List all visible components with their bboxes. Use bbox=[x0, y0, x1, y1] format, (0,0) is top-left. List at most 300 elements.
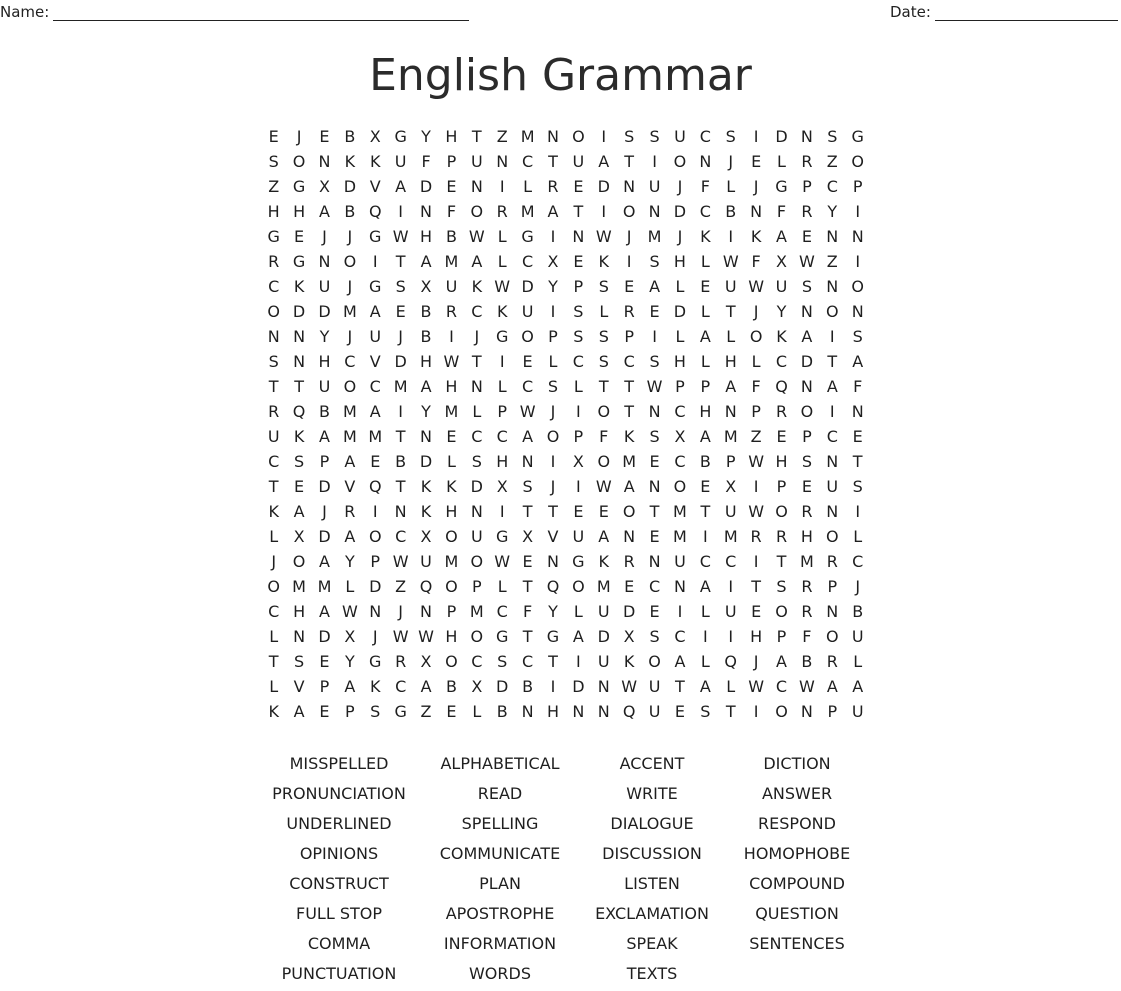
word-bank-item: LISTEN bbox=[624, 874, 680, 893]
grid-letter: T bbox=[471, 352, 482, 371]
grid-letter: N bbox=[623, 527, 636, 546]
grid-letter: W bbox=[595, 227, 612, 246]
grid-letter: R bbox=[623, 552, 635, 571]
grid-letter: E bbox=[446, 427, 457, 446]
grid-letter: H bbox=[546, 702, 559, 721]
grid-letter: C bbox=[344, 352, 356, 371]
grid-letter: N bbox=[826, 452, 839, 471]
grid-letter: G bbox=[369, 652, 382, 671]
grid-letter: I bbox=[449, 327, 454, 346]
name-blank-line bbox=[53, 4, 469, 21]
grid-letter: Q bbox=[368, 202, 382, 221]
grid-letter: N bbox=[394, 502, 407, 521]
grid-letter: W bbox=[418, 627, 434, 646]
grid-letter: I bbox=[855, 252, 861, 271]
grid-letter: M bbox=[393, 377, 408, 396]
grid-letter: C bbox=[471, 652, 483, 671]
grid-letter: A bbox=[369, 402, 381, 421]
word-bank-item: ACCENT bbox=[619, 754, 685, 773]
grid-letter: O bbox=[445, 577, 458, 596]
grid-letter: E bbox=[522, 352, 533, 371]
word-bank-item: APOSTROPHE bbox=[445, 904, 555, 923]
grid-letter: V bbox=[369, 352, 381, 371]
grid-letter: C bbox=[369, 377, 381, 396]
grid-letter: U bbox=[648, 177, 661, 196]
grid-letter: K bbox=[446, 477, 457, 496]
grid-letter: J bbox=[626, 227, 632, 246]
grid-letter: T bbox=[725, 702, 736, 721]
grid-letter: S bbox=[649, 427, 660, 446]
grid-letter: S bbox=[497, 652, 508, 671]
grid-letter: I bbox=[702, 527, 708, 546]
grid-letter: R bbox=[801, 202, 813, 221]
grid-letter: E bbox=[598, 502, 609, 521]
grid-letter: I bbox=[829, 327, 835, 346]
grid-letter: I bbox=[550, 227, 556, 246]
grid-letter: G bbox=[394, 127, 407, 146]
word-bank-item: PRONUNCIATION bbox=[272, 784, 406, 803]
grid-letter: I bbox=[829, 402, 835, 421]
grid-letter: Q bbox=[546, 577, 560, 596]
grid-letter: R bbox=[344, 502, 356, 521]
grid-letter: M bbox=[444, 252, 459, 271]
grid-letter: A bbox=[699, 327, 711, 346]
grid-letter: R bbox=[801, 502, 813, 521]
grid-letter: B bbox=[420, 327, 432, 346]
grid-letter: J bbox=[398, 602, 403, 621]
grid-letter: B bbox=[420, 302, 432, 321]
grid-letter: C bbox=[623, 352, 635, 371]
grid-letter: D bbox=[673, 202, 687, 221]
grid-letter: P bbox=[802, 427, 812, 446]
grid-letter: R bbox=[775, 402, 788, 421]
grid-letter: N bbox=[547, 552, 559, 571]
grid-letter: C bbox=[775, 677, 788, 696]
grid-letter: S bbox=[573, 302, 584, 321]
grid-letter: H bbox=[293, 602, 306, 621]
word-bank-item: RESPOND bbox=[758, 814, 836, 833]
grid-letter: P bbox=[471, 577, 482, 596]
grid-letter: X bbox=[420, 277, 432, 296]
grid-letter: C bbox=[674, 402, 686, 421]
grid-letter: N bbox=[851, 302, 864, 321]
word-bank-item: READ bbox=[477, 784, 523, 803]
word-bank-item: ANSWER bbox=[761, 784, 833, 803]
grid-letter: M bbox=[647, 227, 662, 246]
grid-letter: E bbox=[573, 252, 584, 271]
grid-letter: K bbox=[344, 152, 356, 171]
word-bank-item: CONSTRUCT bbox=[289, 874, 389, 893]
grid-letter: T bbox=[548, 152, 558, 171]
grid-letter: E bbox=[624, 577, 635, 596]
grid-letter: A bbox=[344, 527, 356, 546]
grid-letter: C bbox=[496, 427, 508, 446]
grid-letter: H bbox=[318, 352, 331, 371]
grid-letter: R bbox=[826, 552, 838, 571]
grid-letter: E bbox=[319, 127, 330, 146]
grid-letter: F bbox=[776, 202, 787, 221]
word-bank-item: HOMOPHOBE bbox=[743, 844, 851, 863]
grid-letter: I bbox=[601, 127, 607, 146]
grid-letter: K bbox=[293, 277, 305, 296]
grid-letter: N bbox=[648, 402, 661, 421]
grid-letter: X bbox=[725, 477, 737, 496]
grid-letter: O bbox=[546, 427, 560, 446]
grid-letter: U bbox=[826, 477, 839, 496]
grid-letter: O bbox=[267, 302, 280, 321]
grid-letter: O bbox=[775, 502, 788, 521]
grid-letter: O bbox=[673, 152, 687, 171]
grid-letter: N bbox=[648, 477, 661, 496]
grid-letter: B bbox=[801, 652, 813, 671]
grid-letter: Z bbox=[750, 427, 762, 446]
grid-letter: N bbox=[318, 252, 331, 271]
grid-letter: K bbox=[598, 252, 610, 271]
word-bank-item: SPELLING bbox=[461, 814, 539, 833]
grid-letter: R bbox=[775, 527, 788, 546]
grid-letter: O bbox=[825, 627, 839, 646]
grid-letter: A bbox=[852, 677, 864, 696]
word-bank-item: OPINIONS bbox=[299, 844, 379, 863]
grid-letter: H bbox=[673, 352, 686, 371]
grid-letter: Y bbox=[421, 402, 431, 421]
grid-letter: I bbox=[550, 677, 556, 696]
grid-letter: R bbox=[623, 302, 635, 321]
grid-letter: W bbox=[494, 552, 511, 571]
grid-letter: U bbox=[445, 277, 458, 296]
grid-letter: E bbox=[370, 452, 381, 471]
word-bank-item: PLAN bbox=[479, 874, 521, 893]
grid-letter: M bbox=[799, 552, 814, 571]
grid-letter: N bbox=[420, 602, 433, 621]
grid-letter: T bbox=[624, 152, 635, 171]
grid-letter: A bbox=[344, 677, 356, 696]
grid-letter: L bbox=[853, 527, 863, 546]
grid-letter: T bbox=[268, 652, 279, 671]
grid-letter: T bbox=[294, 377, 304, 396]
grid-letter: O bbox=[572, 577, 585, 596]
grid-letter: P bbox=[852, 177, 863, 196]
grid-letter: N bbox=[648, 202, 661, 221]
grid-letter: S bbox=[649, 127, 660, 146]
grid-letter: N bbox=[826, 277, 839, 296]
grid-letter: G bbox=[292, 177, 306, 196]
grid-letter: S bbox=[522, 477, 533, 496]
grid-letter: K bbox=[370, 152, 381, 171]
name-field bbox=[0, 3, 469, 21]
grid-letter: W bbox=[798, 252, 815, 271]
grid-letter: Q bbox=[622, 702, 636, 721]
grid-letter: B bbox=[852, 602, 864, 621]
grid-letter: W bbox=[722, 252, 739, 271]
grid-letter: C bbox=[395, 677, 407, 696]
header-fields bbox=[0, 3, 1121, 25]
word-bank-item: WRITE bbox=[626, 784, 678, 803]
grid-letter: J bbox=[677, 177, 683, 196]
grid-letter: P bbox=[700, 377, 711, 396]
grid-letter: J bbox=[728, 152, 734, 171]
grid-letter: U bbox=[267, 427, 280, 446]
grid-letter: L bbox=[548, 352, 558, 371]
grid-letter: C bbox=[648, 577, 661, 596]
grid-letter: J bbox=[753, 652, 759, 671]
grid-letter: Z bbox=[395, 577, 407, 596]
page-title: English Grammar bbox=[369, 50, 752, 101]
grid-letter: W bbox=[519, 402, 536, 421]
grid-letter: L bbox=[751, 352, 761, 371]
grid-letter: I bbox=[728, 627, 734, 646]
grid-letter: C bbox=[699, 202, 711, 221]
grid-letter: R bbox=[750, 527, 762, 546]
grid-letter: H bbox=[445, 627, 458, 646]
grid-letter: M bbox=[317, 577, 332, 596]
grid-letter: G bbox=[292, 252, 306, 271]
grid-letter: D bbox=[318, 477, 331, 496]
grid-letter: N bbox=[673, 577, 686, 596]
grid-letter: A bbox=[319, 602, 330, 621]
grid-letter: G bbox=[546, 627, 560, 646]
grid-letter: I bbox=[753, 477, 759, 496]
grid-letter: U bbox=[648, 677, 661, 696]
grid-letter: I bbox=[398, 202, 403, 221]
grid-letter: A bbox=[826, 677, 838, 696]
grid-letter: L bbox=[675, 277, 685, 296]
word-bank-item: UNDERLINED bbox=[286, 814, 392, 833]
grid-letter: L bbox=[497, 377, 507, 396]
grid-letter: J bbox=[398, 327, 403, 346]
grid-letter: I bbox=[601, 202, 607, 221]
grid-letter: N bbox=[800, 377, 813, 396]
grid-letter: L bbox=[446, 452, 456, 471]
grid-letter: F bbox=[523, 602, 533, 621]
grid-letter: H bbox=[293, 202, 306, 221]
grid-letter: N bbox=[420, 427, 433, 446]
grid-letter: O bbox=[673, 477, 687, 496]
grid-letter: I bbox=[855, 502, 861, 521]
grid-letter: O bbox=[851, 277, 864, 296]
grid-letter: Y bbox=[548, 602, 558, 621]
grid-letter: Y bbox=[421, 127, 431, 146]
grid-letter: U bbox=[420, 552, 432, 571]
word-bank-item: INFORMATION bbox=[443, 934, 557, 953]
grid-letter: S bbox=[395, 277, 406, 296]
grid-letter: R bbox=[801, 152, 813, 171]
grid-letter: D bbox=[800, 352, 814, 371]
grid-letter: B bbox=[496, 702, 508, 721]
grid-letter: X bbox=[471, 677, 483, 696]
grid-letter: K bbox=[370, 677, 381, 696]
grid-letter: A bbox=[319, 552, 330, 571]
grid-letter: U bbox=[674, 127, 686, 146]
grid-letter: T bbox=[268, 377, 279, 396]
grid-letter: E bbox=[649, 302, 660, 321]
grid-letter: O bbox=[292, 552, 306, 571]
grid-letter: E bbox=[573, 177, 584, 196]
grid-letter: Q bbox=[292, 402, 306, 421]
grid-letter: U bbox=[775, 277, 788, 296]
grid-letter: P bbox=[345, 702, 355, 721]
grid-letter: I bbox=[550, 302, 556, 321]
grid-letter: L bbox=[777, 152, 786, 171]
grid-letter: A bbox=[319, 427, 330, 446]
grid-letter: S bbox=[598, 277, 609, 296]
grid-letter: X bbox=[547, 252, 559, 271]
grid-letter: A bbox=[725, 377, 737, 396]
grid-letter: F bbox=[446, 202, 457, 221]
grid-letter: P bbox=[573, 277, 584, 296]
name-label: Name: bbox=[0, 3, 50, 21]
grid-letter: M bbox=[520, 202, 535, 221]
grid-letter: T bbox=[649, 502, 660, 521]
grid-letter: L bbox=[726, 327, 736, 346]
grid-letter: E bbox=[674, 702, 685, 721]
grid-letter: K bbox=[268, 502, 279, 521]
grid-letter: E bbox=[649, 452, 660, 471]
grid-letter: L bbox=[700, 252, 710, 271]
grid-letter: W bbox=[748, 277, 765, 296]
grid-letter: V bbox=[344, 477, 356, 496]
grid-letter: S bbox=[370, 702, 381, 721]
grid-letter: F bbox=[751, 377, 761, 396]
grid-letter: K bbox=[700, 227, 711, 246]
grid-letter: N bbox=[826, 227, 839, 246]
grid-letter: A bbox=[420, 252, 432, 271]
grid-letter: E bbox=[776, 427, 787, 446]
grid-letter: N bbox=[470, 177, 483, 196]
grid-letter: E bbox=[801, 227, 812, 246]
grid-letter: C bbox=[496, 602, 508, 621]
grid-letter: S bbox=[852, 477, 863, 496]
grid-letter: F bbox=[853, 377, 863, 396]
grid-letter: A bbox=[420, 377, 432, 396]
grid-letter: T bbox=[522, 577, 533, 596]
grid-letter: J bbox=[296, 127, 302, 146]
grid-letter: L bbox=[599, 302, 609, 321]
grid-letter: B bbox=[699, 452, 711, 471]
grid-letter: T bbox=[522, 627, 533, 646]
grid-letter: R bbox=[268, 402, 280, 421]
grid-letter: H bbox=[673, 252, 686, 271]
grid-letter: Z bbox=[268, 177, 280, 196]
grid-letter: M bbox=[622, 452, 637, 471]
grid-letter: C bbox=[522, 152, 534, 171]
date-field bbox=[890, 3, 1118, 21]
grid-letter: T bbox=[598, 377, 609, 396]
grid-letter: N bbox=[369, 602, 382, 621]
grid-letter: P bbox=[548, 327, 558, 346]
grid-letter: A bbox=[598, 527, 610, 546]
word-bank-item: COMMUNICATE bbox=[439, 844, 561, 863]
grid-letter: P bbox=[725, 452, 736, 471]
grid-letter: T bbox=[751, 577, 761, 596]
grid-letter: B bbox=[445, 227, 457, 246]
grid-letter: C bbox=[522, 252, 534, 271]
grid-letter: W bbox=[392, 627, 409, 646]
word-bank-item: DIALOGUE bbox=[610, 814, 694, 833]
grid-letter: N bbox=[800, 302, 813, 321]
grid-letter: I bbox=[626, 252, 632, 271]
grid-letter: N bbox=[267, 327, 280, 346]
grid-letter: A bbox=[598, 152, 610, 171]
grid-letter: C bbox=[674, 452, 686, 471]
grid-letter: D bbox=[623, 602, 636, 621]
grid-letter: W bbox=[341, 602, 358, 621]
grid-letter: P bbox=[675, 377, 685, 396]
grid-letter: H bbox=[420, 352, 433, 371]
grid-letter: U bbox=[597, 602, 610, 621]
grid-letter: R bbox=[801, 577, 813, 596]
grid-letter: P bbox=[827, 577, 838, 596]
grid-letter: E bbox=[751, 152, 762, 171]
grid-letter: A bbox=[522, 427, 534, 446]
grid-letter: C bbox=[572, 352, 584, 371]
grid-letter: G bbox=[369, 227, 382, 246]
grid-letter: D bbox=[343, 177, 357, 196]
grid-letter: I bbox=[398, 402, 403, 421]
grid-letter: L bbox=[497, 252, 507, 271]
grid-letter: A bbox=[852, 352, 864, 371]
grid-letter: C bbox=[471, 302, 483, 321]
word-bank-item: COMMA bbox=[307, 934, 371, 953]
grid-letter: M bbox=[723, 427, 738, 446]
grid-letter: A bbox=[319, 202, 330, 221]
grid-letter: N bbox=[521, 702, 534, 721]
grid-letter: C bbox=[268, 602, 280, 621]
grid-letter: O bbox=[648, 652, 661, 671]
grid-letter: J bbox=[753, 177, 759, 196]
grid-letter: L bbox=[700, 602, 710, 621]
grid-letter: E bbox=[268, 127, 279, 146]
grid-letter: V bbox=[547, 527, 559, 546]
grid-letter: E bbox=[294, 227, 305, 246]
grid-letter: G bbox=[369, 277, 382, 296]
grid-letter: C bbox=[268, 277, 280, 296]
grid-letter: L bbox=[700, 652, 710, 671]
grid-letter: O bbox=[267, 577, 280, 596]
grid-letter: Y bbox=[776, 302, 787, 321]
grid-letter: O bbox=[597, 452, 611, 471]
grid-letter: Y bbox=[319, 327, 330, 346]
grid-letter: E bbox=[700, 277, 711, 296]
grid-letter: T bbox=[624, 377, 635, 396]
grid-letter: R bbox=[496, 202, 508, 221]
grid-letter: C bbox=[725, 552, 737, 571]
grid-letter: O bbox=[445, 652, 458, 671]
grid-letter: P bbox=[624, 327, 634, 346]
grid-letter: Y bbox=[548, 277, 558, 296]
grid-letter: L bbox=[269, 627, 279, 646]
grid-letter: A bbox=[369, 302, 381, 321]
grid-letter: L bbox=[675, 327, 685, 346]
grid-letter: T bbox=[548, 502, 558, 521]
grid-letter: D bbox=[572, 677, 585, 696]
grid-letter: U bbox=[369, 327, 382, 346]
grid-letter: U bbox=[674, 552, 686, 571]
grid-letter: S bbox=[624, 127, 635, 146]
grid-letter: C bbox=[522, 652, 534, 671]
grid-letter: A bbox=[699, 427, 711, 446]
grid-letter: I bbox=[753, 127, 759, 146]
grid-letter: S bbox=[471, 452, 482, 471]
grid-letter: U bbox=[394, 152, 407, 171]
grid-letter: U bbox=[597, 652, 610, 671]
grid-letter: B bbox=[344, 202, 356, 221]
grid-letter: O bbox=[851, 152, 864, 171]
grid-letter: U bbox=[318, 277, 331, 296]
grid-letter: P bbox=[497, 402, 508, 421]
grid-letter: H bbox=[800, 527, 813, 546]
grid-letter: E bbox=[649, 527, 660, 546]
